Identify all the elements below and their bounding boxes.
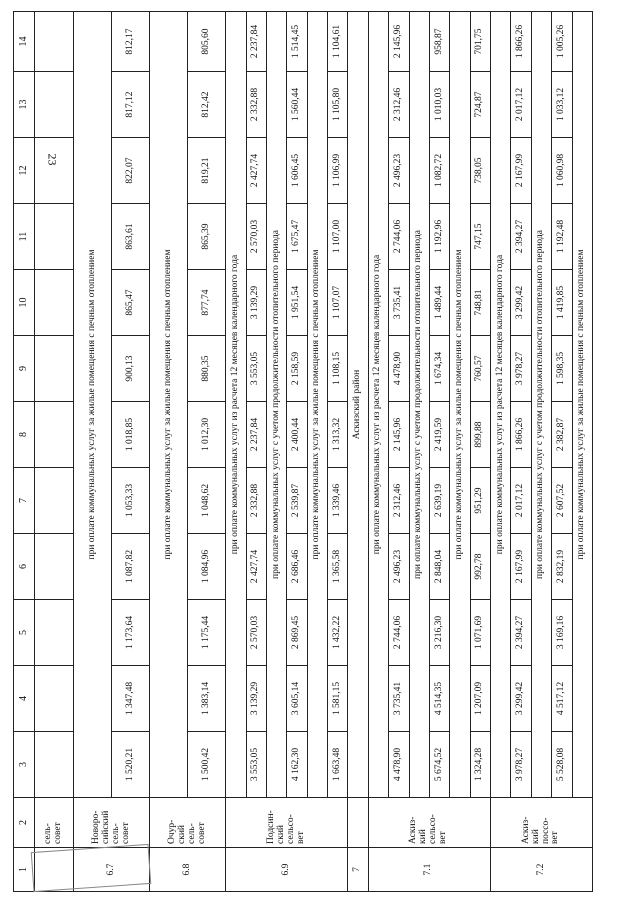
- value-cell: 3 735,41: [389, 270, 409, 336]
- header-cell: 11: [14, 204, 35, 270]
- value-cell: [35, 402, 74, 468]
- row-number: 6.7: [74, 848, 150, 892]
- value-cell: 4 162,30: [287, 732, 307, 798]
- value-cell: [35, 336, 74, 402]
- value-cell: 1 192,96: [429, 204, 449, 270]
- row-number: 6.9: [226, 848, 348, 892]
- value-cell: 2 607,52: [552, 468, 572, 534]
- region-title: Аскизский район: [348, 12, 368, 798]
- value-cell: 2 570,03: [246, 204, 266, 270]
- table-row: [226, 12, 246, 892]
- value-cell: 2 158,59: [287, 336, 307, 402]
- value-cell: 819,21: [188, 138, 226, 204]
- value-cell: 4 478,90: [389, 336, 409, 402]
- table-row: [450, 12, 470, 892]
- subheader-cell: при оплате коммунальных услуг с учетом продолжительности отопительного периода: [531, 12, 551, 798]
- value-cell: 822,07: [112, 138, 150, 204]
- value-cell: 1 560,44: [287, 72, 307, 138]
- value-cell: [35, 732, 74, 798]
- table-row: [552, 12, 572, 892]
- table-row: [35, 12, 74, 892]
- value-cell: 4 478,90: [389, 732, 409, 798]
- value-cell: 1 082,72: [429, 138, 449, 204]
- value-cell: 1 339,46: [328, 468, 348, 534]
- subheader-cell: при оплате коммунальных услуг за жилые помещения с печным отоплением: [307, 12, 327, 798]
- value-cell: 2 382,87: [552, 402, 572, 468]
- header-cell: 7: [14, 468, 35, 534]
- header-cell: 12: [14, 138, 35, 204]
- value-cell: 2 017,12: [511, 468, 531, 534]
- tariff-table: [13, 11, 593, 892]
- value-cell: 863,61: [112, 204, 150, 270]
- value-cell: 1 175,44: [188, 600, 226, 666]
- value-cell: 880,35: [188, 336, 226, 402]
- subheader-cell: при оплате коммунальных услуг из расчета 12 месяцев календарного года: [226, 12, 246, 798]
- rotated-table-container: [13, 12, 593, 892]
- value-cell: 3 605,14: [287, 666, 307, 732]
- subheader-cell: при оплате коммунальных услуг за жилые помещения с печным отоплением: [150, 12, 188, 798]
- value-cell: 1 084,96: [188, 534, 226, 600]
- value-cell: [35, 138, 74, 204]
- value-cell: 3 735,41: [389, 666, 409, 732]
- value-cell: 1 500,42: [188, 732, 226, 798]
- value-cell: 2 332,88: [246, 72, 266, 138]
- region-row: [348, 12, 368, 892]
- subheader-cell: при оплате коммунальных услуг из расчета 12 месяцев календарного года: [491, 12, 511, 798]
- value-cell: 1 107,07: [328, 270, 348, 336]
- value-cell: 2 427,74: [246, 534, 266, 600]
- value-cell: 865,47: [112, 270, 150, 336]
- value-cell: [35, 534, 74, 600]
- value-cell: 3 139,29: [246, 270, 266, 336]
- header-cell: 4: [14, 666, 35, 732]
- header-cell: 2: [14, 798, 35, 848]
- value-cell: 1 514,45: [287, 12, 307, 72]
- value-cell: 2 848,04: [429, 534, 449, 600]
- value-cell: 1 663,48: [328, 732, 348, 798]
- value-cell: 958,87: [429, 12, 449, 72]
- value-cell: 1 432,22: [328, 600, 348, 666]
- value-cell: 1 324,28: [470, 732, 490, 798]
- value-cell: 2 869,45: [287, 600, 307, 666]
- value-cell: 3 216,30: [429, 600, 449, 666]
- value-cell: 2 496,23: [389, 138, 409, 204]
- value-cell: 1 033,12: [552, 72, 572, 138]
- value-cell: 1 207,09: [470, 666, 490, 732]
- table-row: [368, 12, 388, 892]
- value-cell: 1 581,15: [328, 666, 348, 732]
- value-cell: 2 237,84: [246, 12, 266, 72]
- value-cell: 760,57: [470, 336, 490, 402]
- value-cell: 738,05: [470, 138, 490, 204]
- value-cell: 1 104,61: [328, 12, 348, 72]
- value-cell: [35, 270, 74, 336]
- table-row: [511, 12, 531, 892]
- value-cell: 900,13: [112, 336, 150, 402]
- table-row: [307, 12, 327, 892]
- row-name: [348, 798, 368, 848]
- value-cell: 2 167,99: [511, 138, 531, 204]
- value-cell: 1 606,45: [287, 138, 307, 204]
- value-cell: 1 383,14: [188, 666, 226, 732]
- value-cell: 5 528,08: [552, 732, 572, 798]
- value-cell: 5 674,52: [429, 732, 449, 798]
- value-cell: 2 539,87: [287, 468, 307, 534]
- value-cell: 2 496,23: [389, 534, 409, 600]
- table-row: [531, 12, 551, 892]
- value-cell: 2 832,19: [552, 534, 572, 600]
- value-cell: 812,42: [188, 72, 226, 138]
- value-cell: 1 674,34: [429, 336, 449, 402]
- value-cell: 1 005,26: [552, 12, 572, 72]
- value-cell: 701,75: [470, 12, 490, 72]
- table-row: [572, 12, 593, 892]
- table-row: [112, 12, 150, 892]
- row-name: Аскиз- кий поссо- вет: [491, 798, 593, 848]
- value-cell: 1 313,32: [328, 402, 348, 468]
- value-cell: 748,81: [470, 270, 490, 336]
- value-cell: 817,12: [112, 72, 150, 138]
- value-cell: 4 517,12: [552, 666, 572, 732]
- subheader-cell: при оплате коммунальных услуг за жилые помещения с печным отоплением: [572, 12, 593, 798]
- header-cell: 1: [14, 848, 35, 892]
- value-cell: [35, 204, 74, 270]
- row-number: 7: [348, 848, 368, 892]
- table-row: [188, 12, 226, 892]
- row-number: 7.2: [491, 848, 593, 892]
- value-cell: 1 598,35: [552, 336, 572, 402]
- table-row: [246, 12, 266, 892]
- table-row: [266, 12, 286, 892]
- table-row: [409, 12, 429, 892]
- value-cell: 1 866,26: [511, 402, 531, 468]
- value-cell: 2 394,27: [511, 204, 531, 270]
- value-cell: 3 978,27: [511, 732, 531, 798]
- row-number: 7.1: [368, 848, 490, 892]
- value-cell: 1 108,15: [328, 336, 348, 402]
- row-name: Новоро- сийский сель- совет: [74, 798, 150, 848]
- subheader-cell: при оплате коммунальных услуг за жилые помещения с печным отоплением: [74, 12, 112, 798]
- value-cell: 2 400,44: [287, 402, 307, 468]
- value-cell: [35, 666, 74, 732]
- value-cell: 2 419,59: [429, 402, 449, 468]
- header-cell: 10: [14, 270, 35, 336]
- value-cell: 4 514,35: [429, 666, 449, 732]
- value-cell: 1 866,26: [511, 12, 531, 72]
- value-cell: 1 010,03: [429, 72, 449, 138]
- value-cell: [35, 468, 74, 534]
- value-cell: 1 419,85: [552, 270, 572, 336]
- value-cell: 1 060,98: [552, 138, 572, 204]
- value-cell: 899,88: [470, 402, 490, 468]
- table-row: [328, 12, 348, 892]
- value-cell: 951,29: [470, 468, 490, 534]
- table-body: [14, 12, 593, 892]
- value-cell: 1 048,62: [188, 468, 226, 534]
- table-row: [150, 12, 188, 892]
- value-cell: [35, 12, 74, 72]
- row-number: 6.8: [150, 848, 226, 892]
- value-cell: 747,15: [470, 204, 490, 270]
- value-cell: 1 105,80: [328, 72, 348, 138]
- table-row: [491, 12, 511, 892]
- table-row: [470, 12, 490, 892]
- value-cell: 3 299,42: [511, 270, 531, 336]
- value-cell: 2 145,96: [389, 402, 409, 468]
- value-cell: 1 675,47: [287, 204, 307, 270]
- row-name: Подсин- ский сельсо- вет: [226, 798, 348, 848]
- value-cell: 1 347,48: [112, 666, 150, 732]
- value-cell: 1 107,00: [328, 204, 348, 270]
- row-name: Очур- ский сель- совет: [150, 798, 226, 848]
- value-cell: 1 365,58: [328, 534, 348, 600]
- page-number: 23: [45, 153, 60, 166]
- value-cell: 2 312,46: [389, 72, 409, 138]
- value-cell: 3 299,42: [511, 666, 531, 732]
- value-cell: 1 173,64: [112, 600, 150, 666]
- value-cell: 1 192,48: [552, 204, 572, 270]
- value-cell: 1 520,21: [112, 732, 150, 798]
- row-name: Аскиз- кий сельсо- вет: [368, 798, 490, 848]
- subheader-cell: при оплате коммунальных услуг с учетом продолжительности отопительного периода: [266, 12, 286, 798]
- value-cell: 3 978,27: [511, 336, 531, 402]
- value-cell: [35, 600, 74, 666]
- subheader-cell: при оплате коммунальных услуг из расчета 12 месяцев календарного года: [368, 12, 388, 798]
- value-cell: 1 018,85: [112, 402, 150, 468]
- value-cell: 2 394,27: [511, 600, 531, 666]
- value-cell: 2 332,88: [246, 468, 266, 534]
- table-row: [389, 12, 409, 892]
- value-cell: 724,87: [470, 72, 490, 138]
- header-cell: 8: [14, 402, 35, 468]
- value-cell: 2 145,96: [389, 12, 409, 72]
- value-cell: 2 017,12: [511, 72, 531, 138]
- value-cell: 1 951,54: [287, 270, 307, 336]
- value-cell: 2 639,19: [429, 468, 449, 534]
- value-cell: 3 553,05: [246, 732, 266, 798]
- value-cell: 1 071,69: [470, 600, 490, 666]
- header-cell: 3: [14, 732, 35, 798]
- value-cell: 2 237,84: [246, 402, 266, 468]
- value-cell: 3 553,05: [246, 336, 266, 402]
- value-cell: 2 312,46: [389, 468, 409, 534]
- value-cell: 3 139,29: [246, 666, 266, 732]
- subheader-cell: при оплате коммунальных услуг за жилые помещения с печным отоплением: [450, 12, 470, 798]
- table-row: [287, 12, 307, 892]
- value-cell: 2 167,99: [511, 534, 531, 600]
- value-cell: 1 489,44: [429, 270, 449, 336]
- value-cell: [35, 72, 74, 138]
- value-cell: 2 744,06: [389, 204, 409, 270]
- value-cell: 1 087,82: [112, 534, 150, 600]
- stamp-image: [31, 844, 152, 892]
- value-cell: 2 427,74: [246, 138, 266, 204]
- header-cell: 9: [14, 336, 35, 402]
- value-cell: 992,78: [470, 534, 490, 600]
- subheader-cell: при оплате коммунальных услуг с учетом продолжительности отопительного периода: [409, 12, 429, 798]
- value-cell: 2 570,03: [246, 600, 266, 666]
- value-cell: 1 053,33: [112, 468, 150, 534]
- table-row: [429, 12, 449, 892]
- value-cell: 3 169,16: [552, 600, 572, 666]
- value-cell: 805,60: [188, 12, 226, 72]
- value-cell: 877,74: [188, 270, 226, 336]
- table-row: [74, 12, 112, 892]
- value-cell: 1 012,30: [188, 402, 226, 468]
- row-name: сель- совет: [35, 798, 74, 848]
- header-cell: 5: [14, 600, 35, 666]
- value-cell: 812,17: [112, 12, 150, 72]
- header-cell: 14: [14, 12, 35, 72]
- header-row: [14, 12, 35, 892]
- value-cell: 1 106,99: [328, 138, 348, 204]
- value-cell: 865,39: [188, 204, 226, 270]
- value-cell: 2 686,46: [287, 534, 307, 600]
- value-cell: 2 744,06: [389, 600, 409, 666]
- header-cell: 6: [14, 534, 35, 600]
- header-cell: 13: [14, 72, 35, 138]
